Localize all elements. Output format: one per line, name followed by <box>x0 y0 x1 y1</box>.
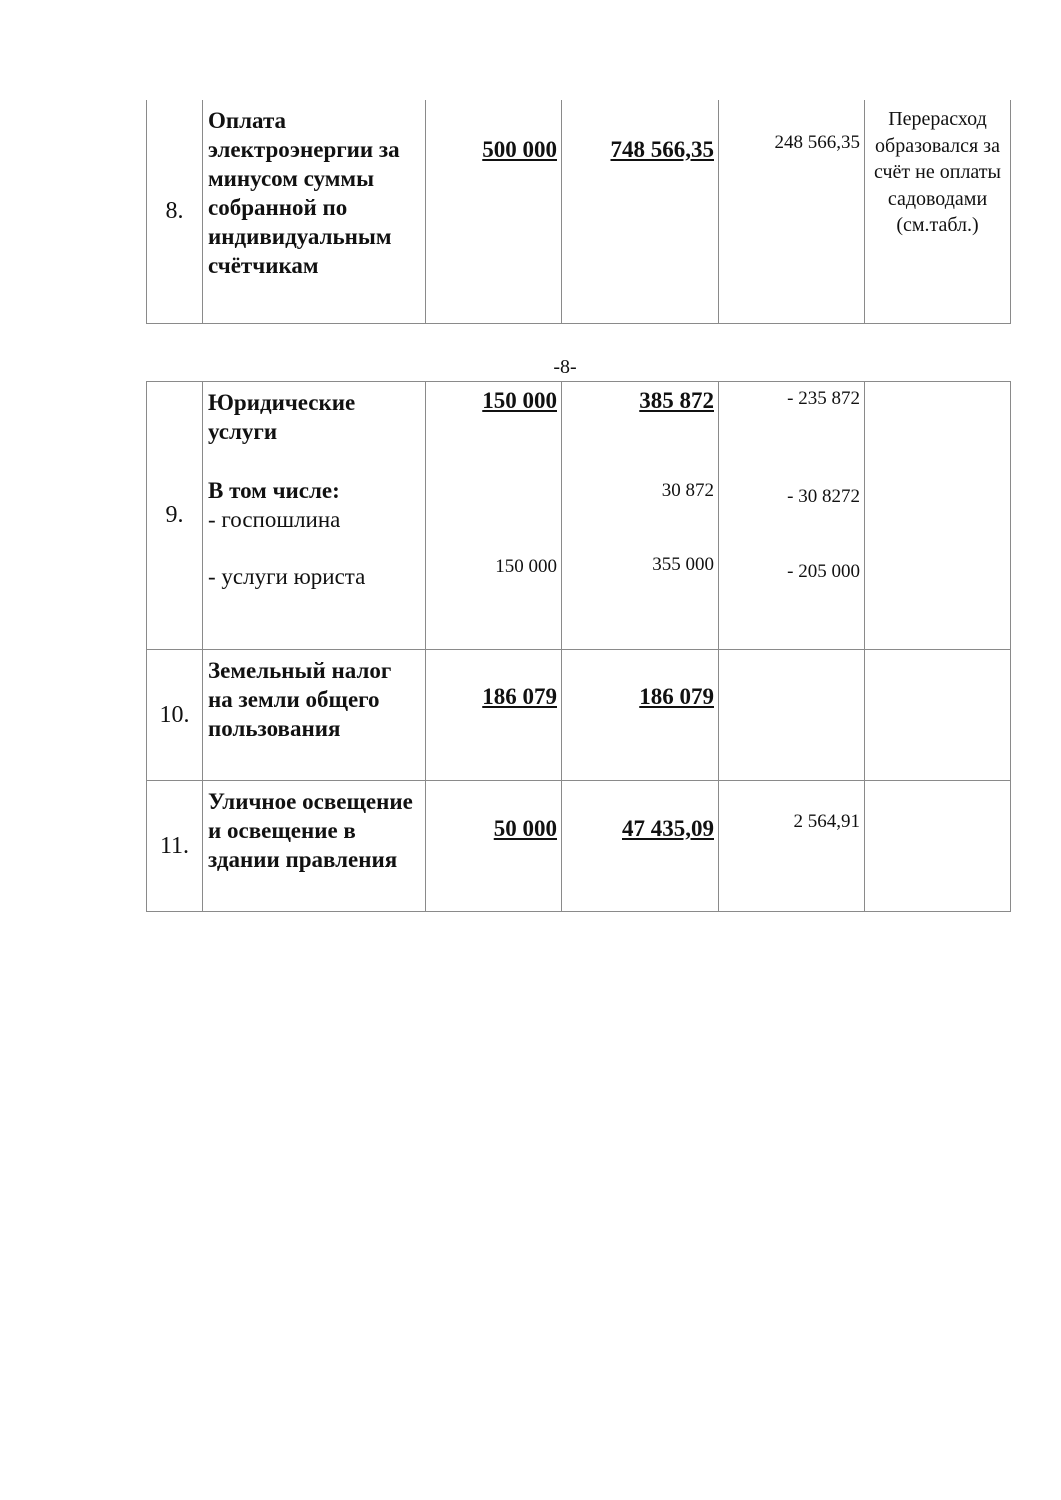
plan-amount: 500 000 <box>482 137 557 162</box>
row-name: Юридические услуги <box>208 390 356 444</box>
table-row <box>147 382 1011 650</box>
row-note: Перерасход образовался за счёт не оплаты садоводами (см.табл.) <box>865 100 1011 323</box>
sub-fact-amount: 355 000 <box>652 554 714 575</box>
diff-amount: 248 566,35 <box>719 100 865 323</box>
sub-item-label: - госпошлина <box>208 507 341 532</box>
sub-diff-amount: - 205 000 <box>787 561 860 582</box>
row-number: 11. <box>147 781 203 912</box>
diff-amount <box>719 650 865 781</box>
fact-amount: 186 079 <box>639 684 714 709</box>
sub-diff-amount: - 30 8272 <box>787 486 860 507</box>
sub-item-label: - услуги юриста <box>208 564 366 589</box>
sub-fact-amount: 30 872 <box>661 480 714 501</box>
fact-amount: 47 435,09 <box>622 816 714 841</box>
budget-table-part1 <box>146 100 1011 324</box>
fact-amount: 748 566,35 <box>610 137 714 162</box>
row-number: 8. <box>147 100 203 323</box>
budget-table-part2 <box>146 381 1011 912</box>
row-name: Оплата электроэнергии за минусом суммы собранной по индивидуальным счётчикам <box>203 100 426 323</box>
row-number: 9. <box>147 382 203 650</box>
table-row <box>147 650 1011 781</box>
row-name: Уличное освещение и освещение в здании правления <box>203 781 426 912</box>
sub-heading: В том числе: <box>208 478 340 503</box>
page-number: -8- <box>553 356 577 378</box>
row-name: Земельный налог на земли общего пользования <box>203 650 426 781</box>
table-row <box>147 100 1011 323</box>
fact-amount: 385 872 <box>639 388 714 413</box>
row-note <box>865 650 1011 781</box>
table-row <box>147 781 1011 912</box>
diff-amount: 2 564,91 <box>719 781 865 912</box>
row-note <box>865 781 1011 912</box>
row-note <box>865 382 1011 650</box>
row-number: 10. <box>147 650 203 781</box>
plan-amount: 186 079 <box>482 684 557 709</box>
diff-amount: - 235 872 <box>787 388 860 409</box>
plan-amount: 150 000 <box>482 388 557 413</box>
plan-amount: 50 000 <box>493 816 557 841</box>
sub-plan-amount: 150 000 <box>495 556 557 577</box>
